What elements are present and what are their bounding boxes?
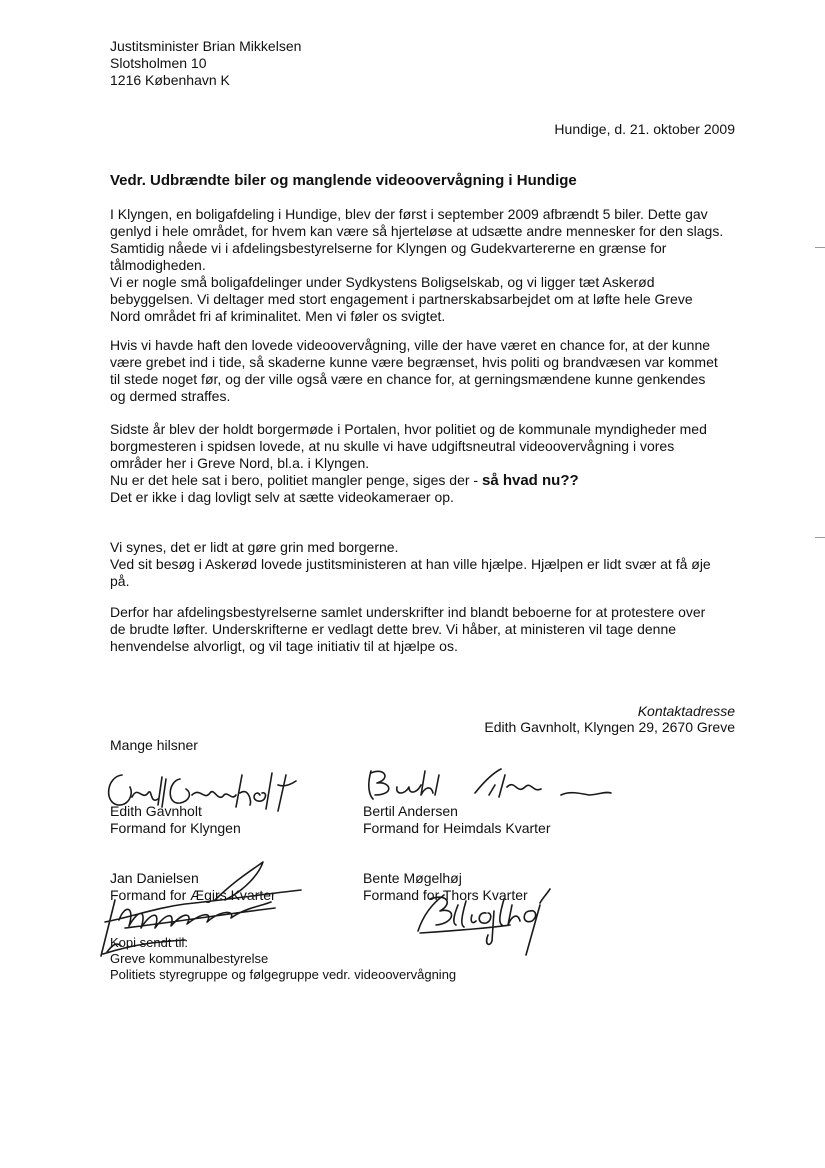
copy-recipient: Greve kommunalbestyrelse bbox=[110, 951, 269, 966]
contact-block bbox=[484, 703, 735, 735]
paragraph-line: være grebet ind i tide, så skaderne kunne være begrænset, hvis politi og brandvæsen var kommet bbox=[110, 354, 718, 370]
signature-bertil bbox=[365, 765, 615, 805]
paragraph-5 bbox=[110, 604, 750, 655]
paragraph-line: til stede noget før, og der ville også være en chance for, at gerningsmændene kunne genkendes bbox=[110, 371, 706, 387]
paragraph-line: de brudte løfter. Underskrifterne er vedlagt dette brev. Vi håber, at ministeren vil tage denne bbox=[110, 621, 677, 637]
scan-edge-mark bbox=[815, 247, 825, 248]
nu-emphasis: så hvad nu?? bbox=[481, 472, 579, 489]
paragraph-line: Sidste år blev der holdt borgermøde i Portalen, hvor politiet og de kommunale myndigheder med bbox=[110, 421, 707, 437]
signatory-bertil bbox=[363, 803, 551, 837]
signatory-name: Jan Danielsen bbox=[110, 870, 199, 886]
paragraph-line: Vi er nogle små boligafdelinger under Sydkystens Boligselskab, og vi ligger tæt Askerød bbox=[110, 274, 655, 290]
paragraph-line: Vi synes, det er lidt at gøre grin med borgerne. bbox=[110, 539, 399, 555]
copy-recipient: Politiets styregruppe og følgegruppe vedr. videoovervågning bbox=[110, 967, 457, 982]
paragraph-3 bbox=[110, 421, 750, 506]
nu-prefix: Nu er det hele sat i bero, politiet mangler penge, siges der - bbox=[110, 472, 482, 488]
signatory-title: Formand for Klyngen bbox=[110, 820, 241, 836]
paragraph-line: Ved sit besøg i Askerød lovede justitsministeren at han ville hjælpe. Hjælpen er lidt svær at få øje bbox=[110, 556, 711, 572]
paragraph-line: henvendelse alvorligt, og vil tage initiativ til at hjælpe os. bbox=[110, 638, 458, 654]
paragraph-line: på. bbox=[110, 573, 130, 589]
recipient-street: Slotsholmen 10 bbox=[110, 55, 207, 71]
paragraph-line: bebyggelsen. Vi deltager med stort engagement i partnerskabsarbejdet om at løfte hele Greve bbox=[110, 291, 693, 307]
paragraph-line: Derfor har afdelingsbestyrelserne samlet underskrifter ind blandt beboerne for at protestere over bbox=[110, 604, 706, 620]
paragraph-line: genlyd i hele området, for hvem kan være så hjerteløse at udsætte andre mennesker for den slags. bbox=[110, 223, 724, 239]
signatory-name: Bente Møgelhøj bbox=[363, 870, 462, 886]
paragraph-line: tålmodigheden. bbox=[110, 257, 206, 273]
paragraph-line: Samtidig nåede vi i afdelingsbestyrelserne for Klyngen og Gudekvartererne en grænse for bbox=[110, 240, 667, 256]
letter-subject: Vedr. Udbrændte biler og manglende videoovervågning i Hundige bbox=[110, 172, 577, 189]
paragraph-line: og dermed straffes. bbox=[110, 388, 231, 404]
recipient-name: Justitsminister Brian Mikkelsen bbox=[110, 38, 302, 54]
paragraph-line: borgmesteren i spidsen lovede, at nu skulle vi have udgiftsneutral videoovervågning i vores bbox=[110, 438, 675, 454]
signatory-name: Bertil Andersen bbox=[363, 803, 458, 819]
closing-greeting: Mange hilsner bbox=[110, 737, 198, 753]
signatory-edith bbox=[110, 803, 241, 837]
paragraph-line: Det er ikke i dag lovligt selv at sætte videokameraer op. bbox=[110, 489, 454, 505]
contact-address: Edith Gavnholt, Klyngen 29, 2670 Greve bbox=[484, 719, 735, 735]
recipient-city: 1216 København K bbox=[110, 72, 230, 88]
copy-label: Kopi sendt til: bbox=[110, 935, 189, 950]
copy-block bbox=[110, 935, 456, 983]
signatory-title: Formand for Ægirs Kvarter bbox=[110, 887, 276, 903]
signatory-title: Formand for Thors Kvarter bbox=[363, 887, 528, 903]
paragraph-4 bbox=[110, 539, 750, 590]
paragraph-2 bbox=[110, 337, 750, 405]
letter-date: Hundige, d. 21. oktober 2009 bbox=[554, 121, 735, 137]
signatory-name: Edith Gavnholt bbox=[110, 803, 202, 819]
paragraph-line: Nord området fri af kriminalitet. Men vi føler os svigtet. bbox=[110, 308, 446, 324]
scan-edge-mark bbox=[815, 537, 825, 538]
paragraph-line: I Klyngen, en boligafdeling i Hundige, blev der først i september 2009 afbrændt 5 biler. Dette gav bbox=[110, 206, 708, 222]
paragraph-line: Hvis vi havde haft den lovede videoovervågning, ville der have været en chance for, at der kunne bbox=[110, 337, 711, 353]
paragraph-line: områder her i Greve Nord, bl.a. i Klyngen. bbox=[110, 455, 370, 471]
signatory-title: Formand for Heimdals Kvarter bbox=[363, 820, 551, 836]
paragraph-line bbox=[110, 472, 750, 489]
paragraph-1 bbox=[110, 206, 750, 325]
contact-label: Kontaktadresse bbox=[637, 703, 735, 719]
